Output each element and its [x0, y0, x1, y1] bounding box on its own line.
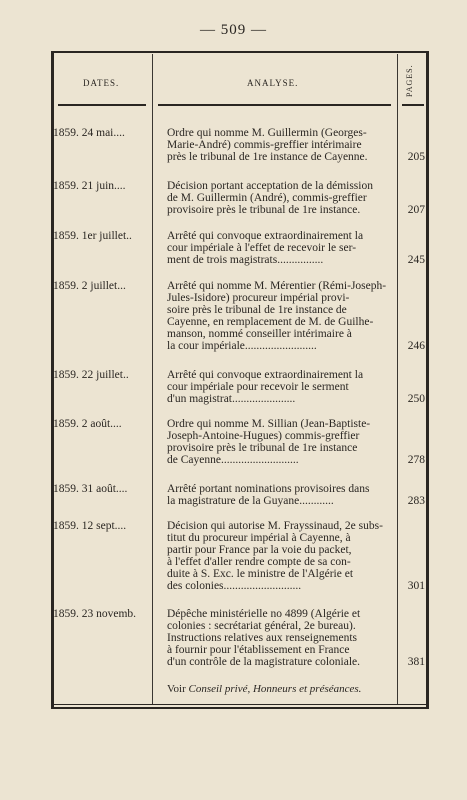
analysis-line: Décision portant acceptation de la démission — [167, 180, 373, 192]
entry-page: 381 — [407, 656, 425, 668]
analysis-line: provisoire près le tribunal de 1re instance. — [167, 204, 361, 216]
entry-analysis — [167, 520, 396, 592]
header-rule-dates — [58, 104, 146, 106]
analysis-line: Arrêté qui convoque extraordinairement la — [167, 230, 364, 242]
analysis-line: Joseph-Antoine-Hugues) commis-greffier — [167, 430, 360, 442]
analysis-line: Décision qui autorise M. Frayssinaud, 2e subs- — [167, 520, 383, 532]
entry-date: 1859. 21 juin.... — [53, 180, 126, 192]
analysis-line: des colonies........................... — [167, 580, 302, 592]
analysis-line: près le tribunal de 1re instance de Cayenne. — [167, 151, 368, 163]
analysis-line: soire près le tribunal de 1re instance de — [167, 304, 347, 316]
analysis-line: Arrêté qui convoque extraordinairement la — [167, 369, 364, 381]
entry-date: 1859. 1er juillet.. — [53, 230, 132, 242]
analysis-line: la magistrature de la Guyane............ — [167, 495, 334, 507]
analysis-line: Ordre qui nomme M. Sillian (Jean-Baptiste- — [167, 418, 371, 430]
analysis-line: Arrêté qui nomme M. Mérentier (Rémi-Joseph- — [167, 280, 387, 292]
entry-analysis — [167, 608, 396, 668]
analysis-line: cour impériale à l'effet de recevoir le ser- — [167, 242, 357, 254]
entry-date: 1859. 2 août.... — [53, 418, 122, 430]
entry-page: 207 — [407, 204, 425, 216]
entry-page: 250 — [407, 393, 425, 405]
see-also-note — [167, 683, 361, 695]
analysis-line: Jules-Isidore) procureur impérial provi- — [167, 292, 350, 304]
entry-page: 278 — [407, 454, 425, 466]
entry-analysis — [167, 369, 396, 405]
entry-page: 246 — [407, 340, 425, 352]
analysis-line: manson, nommé conseiller intérimaire à — [167, 328, 352, 340]
table-bottom-rule — [54, 704, 426, 705]
entry-date: 1859. 22 juillet.. — [53, 369, 129, 381]
analysis-line: Ordre qui nomme M. Guillermin (Georges- — [167, 127, 367, 139]
entry-analysis — [167, 280, 396, 352]
header-analyse: ANALYSE. — [247, 78, 299, 88]
analysis-line: Marie-André) commis-greffier intérimaire — [167, 139, 362, 151]
entry-date: 1859. 23 novemb. — [53, 608, 137, 620]
entry-page: 205 — [407, 151, 425, 163]
see-also-text: Conseil privé, Honneurs et préséances. — [188, 683, 362, 695]
analysis-line: Cayenne, en remplacement de M. de Guilhe- — [167, 316, 374, 328]
entry-date: 1859. 12 sept.... — [53, 520, 127, 532]
header-rule-pages — [402, 104, 424, 106]
analysis-line: ment de trois magistrats................ — [167, 254, 324, 266]
analysis-line: provisoire près le tribunal de 1re instance — [167, 442, 358, 454]
analysis-line: partir pour France par la voie du packet, — [167, 544, 352, 556]
analysis-line: cour impériale pour recevoir le serment — [167, 381, 349, 393]
analysis-line: à l'effet d'aller rendre compte de sa con- — [167, 556, 351, 568]
see-also-prefix: Voir — [167, 683, 186, 695]
entry-page: 301 — [407, 580, 425, 592]
header-rule-analyse — [158, 104, 391, 106]
entry-analysis — [167, 483, 396, 507]
analysis-line: Arrêté portant nominations provisoires dans — [167, 483, 370, 495]
analysis-line: à fournir pour l'établissement en France — [167, 644, 350, 656]
entry-analysis — [167, 127, 396, 163]
entry-analysis — [167, 230, 396, 266]
analysis-line: la cour impériale......................... — [167, 340, 317, 352]
analysis-line: d'un contrôle de la magistrature coloniale. — [167, 656, 361, 668]
entry-date: 1859. 2 juillet... — [53, 280, 126, 292]
entry-date: 1859. 24 mai.... — [53, 127, 125, 139]
analysis-line: de M. Guillermin (André), commis-greffier — [167, 192, 367, 204]
entry-page: 245 — [407, 254, 425, 266]
analysis-line: de Cayenne........................... — [167, 454, 299, 466]
header-dates: DATES. — [83, 78, 120, 88]
analysis-line: Instructions relatives aux renseignements — [167, 632, 358, 644]
analysis-line: d'un magistrat...................... — [167, 393, 296, 405]
page-number: — 509 — — [200, 22, 267, 38]
analysis-line: colonies : secrétariat général, 2e bureau). — [167, 620, 356, 632]
entry-date: 1859. 31 août.... — [53, 483, 128, 495]
entry-analysis — [167, 180, 396, 216]
analysis-line: duite à S. Exc. le ministre de l'Algérie et — [167, 568, 354, 580]
header-pages: PAGES. — [405, 64, 414, 97]
entry-page: 283 — [407, 495, 425, 507]
analysis-line: Dépêche ministérielle no 4899 (Algérie et — [167, 608, 361, 620]
analysis-line: titut du procureur impérial à Cayenne, à — [167, 532, 351, 544]
entry-analysis — [167, 418, 396, 466]
